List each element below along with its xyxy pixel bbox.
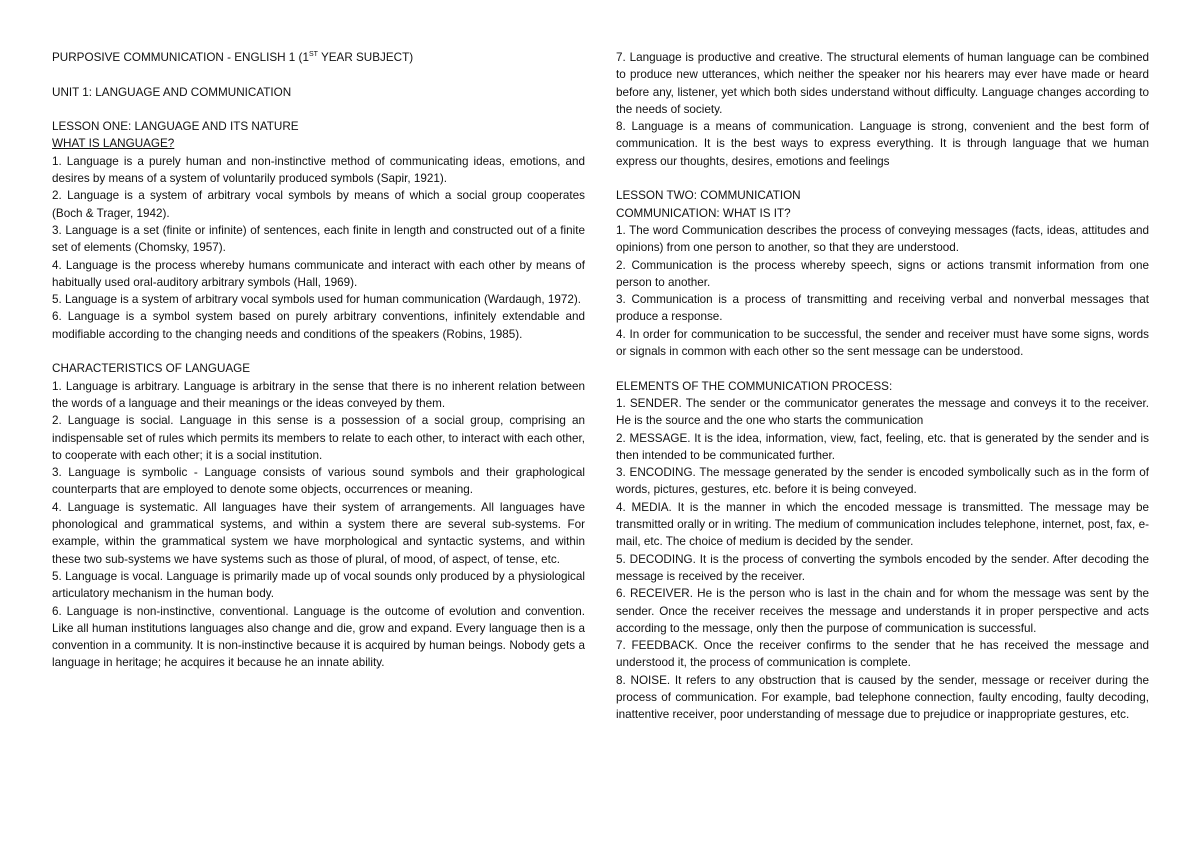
what-is-language-heading: WHAT IS LANGUAGE? bbox=[52, 137, 175, 151]
lesson-one-title: LESSON ONE: LANGUAGE AND ITS NATURE bbox=[52, 120, 299, 134]
element-item: 6. RECEIVER. He is the person who is last in the chain and for whom the message was sent by the sender. Once the receiver receives the message and understands it in proper perspective and acts according to the message, only then the purpose of communication is successful. bbox=[616, 587, 1149, 635]
communication-definition: 1. The word Communication describes the process of conveying messages (facts, ideas, attitudes and opinions) from one person to another, so that they are understood. bbox=[616, 223, 1149, 255]
communication-definition: 2. Communication is the process whereby speech, signs or actions transmit information from one person to another. bbox=[616, 258, 1149, 289]
lesson-two-title: LESSON TWO: COMMUNICATION bbox=[616, 189, 801, 203]
characteristic-item: 7. Language is productive and creative. The structural elements of human language can be combined to produce new utterances, which neither the speaker nor his hearers may ever have made or heard before any, listener, yet which both sides understand without difficulty. Language changes according to the needs of society. bbox=[616, 51, 1149, 116]
left-column bbox=[52, 49, 585, 672]
language-definition: 6. Language is a symbol system based on purely arbitrary conventions, infinitely extendable and modifiable according to the changing needs and conditions of the speakers (Robins, 1985). bbox=[52, 310, 585, 341]
language-definition: 2. Language is a system of arbitrary vocal symbols by means of which a social group cooperates (Boch & Trager, 1942). bbox=[52, 189, 585, 220]
document-title: PURPOSIVE COMMUNICATION - ENGLISH 1 (1ST YEAR SUBJECT) bbox=[52, 51, 414, 64]
characteristic-item: 5. Language is vocal. Language is primarily made up of vocal sounds only produced by a physiological articulatory mechanism in the human body. bbox=[52, 569, 585, 601]
element-item: 3. ENCODING. The message generated by the sender is encoded symbolically such as in the form of words, pictures, gestures, etc. before it is being conveyed. bbox=[616, 466, 1149, 497]
communication-heading: COMMUNICATION: WHAT IS IT? bbox=[616, 206, 791, 220]
right-column bbox=[616, 49, 1149, 724]
element-item: 5. DECODING. It is the process of converting the symbols encoded by the sender. After decoding the message is received by the receiver. bbox=[616, 552, 1149, 583]
characteristic-item: 1. Language is arbitrary. Language is arbitrary in the sense that there is no inherent relation between the words of a language and their meanings or the ideas conveyed by them. bbox=[52, 379, 585, 410]
unit-heading: UNIT 1: LANGUAGE AND COMMUNICATION bbox=[52, 85, 292, 99]
characteristic-item: 6. Language is non-instinctive, conventional. Language is the outcome of evolution and convention. Like all human institutions languages also change and die, grow and expand. Every language then is a convention in a community. It is non-instinctive because it is acquired by human beings. Nobody gets a language in heritage; he acquires it because he an innate ability. bbox=[52, 604, 585, 670]
elements-heading: ELEMENTS OF THE COMMUNICATION PROCESS: bbox=[616, 379, 893, 393]
characteristic-item: 8. Language is a means of communication. Language is strong, convenient and the best form of communication. It is the best ways to express everything. It is through language that we human express our thoughts, desires, emotions and feelings bbox=[616, 120, 1149, 168]
element-item: 2. MESSAGE. It is the idea, information, view, fact, feeling, etc. that is generated by the sender and is then intended to be communicated further. bbox=[616, 431, 1149, 462]
element-item: 7. FEEDBACK. Once the receiver confirms to the sender that he has received the message and understood it, the process of communication is complete. bbox=[616, 639, 1149, 670]
characteristics-heading: CHARACTERISTICS OF LANGUAGE bbox=[52, 362, 251, 376]
element-item: 8. NOISE. It refers to any obstruction that is caused by the sender, message or receiver during the process of communication. For example, bad telephone connection, faulty encoding, faulty decoding, inattentive receiver, poor understanding of message due to prejudice or inappropriate gestures, etc. bbox=[616, 673, 1149, 722]
language-definition: 5. Language is a system of arbitrary vocal symbols used for human communication (Wardaugh, 1972). bbox=[52, 293, 582, 307]
element-item: 1. SENDER. The sender or the communicator generates the message and conveys it to the receiver. He is the source and the one who starts the communication bbox=[616, 396, 1149, 428]
communication-definition: 4. In order for communication to be successful, the sender and receiver must have some signs, words or signals in common with each other so the sent message can be understood. bbox=[616, 327, 1149, 359]
characteristic-item: 2. Language is social. Language in this sense is a possession of a social group, comprising an indispensable set of rules which permits its members to relate to each other, to interact with each other, to cooperate with each other; it is a social institution. bbox=[52, 414, 585, 462]
communication-definition: 3. Communication is a process of transmitting and receiving verbal and nonverbal messages that produce a response. bbox=[616, 293, 1149, 324]
language-definition: 1. Language is a purely human and non-instinctive method of communicating ideas, emotions, and desires by means of a system of voluntarily produced symbols (Sapir, 1921). bbox=[52, 154, 585, 186]
characteristic-item: 3. Language is symbolic - Language consists of various sound symbols and their graphological counterparts that are employed to denote some objects, occurrences or meaning. bbox=[52, 466, 585, 497]
element-item: 4. MEDIA. It is the manner in which the encoded message is transmitted. The message may be transmitted orally or in writing. The medium of communication includes telephone, internet, post, fax, e-mail, etc. The choice of medium is decided by the sender. bbox=[616, 500, 1149, 549]
language-definition: 3. Language is a set (finite or infinite) of sentences, each finite in length and constructed out of a finite set of elements (Chomsky, 1957). bbox=[52, 223, 585, 255]
language-definition: 4. Language is the process whereby humans communicate and interact with each other by means of habitually used oral-auditory arbitrary symbols (Hall, 1969). bbox=[52, 258, 585, 289]
characteristic-item: 4. Language is systematic. All languages have their system of arrangements. All languages have phonological and grammatical systems, and within a system there are several sub-systems. For example, within the grammatical system we have morphological and syntactic systems, and within these two sub-systems we have systems such as those of plural, of mood, of aspect, of tense, etc. bbox=[52, 500, 585, 566]
